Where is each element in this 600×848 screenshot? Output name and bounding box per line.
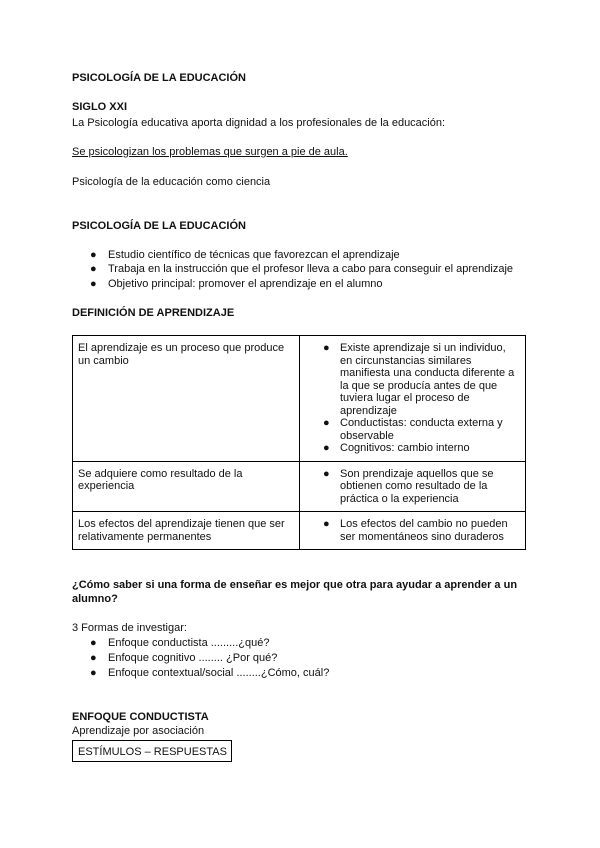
bullet-icon: ● [90, 249, 97, 261]
table-cell: Se adquiere como resultado de la experiencia [73, 461, 300, 512]
heading-definicion-aprendizaje: DEFINICIÓN DE APRENDIZAJE [72, 307, 235, 319]
table-cell [300, 512, 526, 550]
list-item: ● Existe aprendizaje si un individuo, en circunstancias similares manifiesta una conducta diferente a la que se producía antes de que tuviera lugar el proceso de aprendizaje [323, 342, 515, 417]
paragraph-aporta-dignidad: La Psicología educativa aporta dignidad a los profesionales de la educación: [72, 117, 446, 129]
definition-table [72, 335, 526, 550]
bullet-icon: ● [90, 278, 97, 290]
bullet-icon: ● [323, 442, 330, 454]
heading-siglo-xxi: SIGLO XXI [72, 101, 128, 113]
list-item: ● Cognitivos: cambio interno [323, 442, 470, 454]
question-heading: ¿Cómo saber si una forma de enseñar es mejor que otra para ayudar a aprender a un alumno? [72, 579, 518, 605]
table-row [73, 461, 526, 512]
estimulos-respuestas-box: ESTÍMULOS – RESPUESTAS [72, 740, 232, 762]
bullet-icon: ● [323, 417, 330, 429]
table-row [73, 336, 526, 462]
paragraph-aprendizaje-asociacion: Aprendizaje por asociación [72, 725, 205, 737]
bullet-icon: ● [90, 652, 97, 664]
paragraph-formas-investigar: 3 Formas de investigar: [72, 622, 187, 634]
bullet-icon: ● [90, 637, 97, 649]
bullet-icon: ● [90, 667, 97, 679]
heading-psicologia-educacion: PSICOLOGÍA DE LA EDUCACIÓN [72, 72, 246, 84]
list-item: ● Los efectos del cambio no pueden ser momentáneos sino duraderos [323, 518, 508, 543]
table-cell [300, 336, 526, 462]
table-cell [300, 461, 526, 512]
table-row [73, 512, 526, 550]
list-item: ● Conductistas: conducta externa y observable [323, 417, 503, 442]
list-item: ● Son prendizaje aquellos que se obtienen como resultado de la práctica o la experiencia [323, 467, 494, 505]
bullet-icon: ● [323, 518, 330, 530]
heading-psicologia-educacion-2: PSICOLOGÍA DE LA EDUCACIÓN [72, 220, 246, 232]
bullet-icon: ● [323, 342, 330, 354]
bullet-icon: ● [323, 467, 330, 480]
paragraph-psicologizan: Se psicologizan los problemas que surgen a pie de aula. [72, 146, 348, 158]
table-cell: El aprendizaje es un proceso que produce un cambio [73, 336, 300, 462]
heading-enfoque-conductista: ENFOQUE CONDUCTISTA [72, 711, 209, 723]
bullet-icon: ● [90, 263, 97, 275]
table-cell: Los efectos del aprendizaje tienen que ser relativamente permanentes [73, 512, 300, 550]
paragraph-ciencia: Psicología de la educación como ciencia [72, 176, 271, 188]
